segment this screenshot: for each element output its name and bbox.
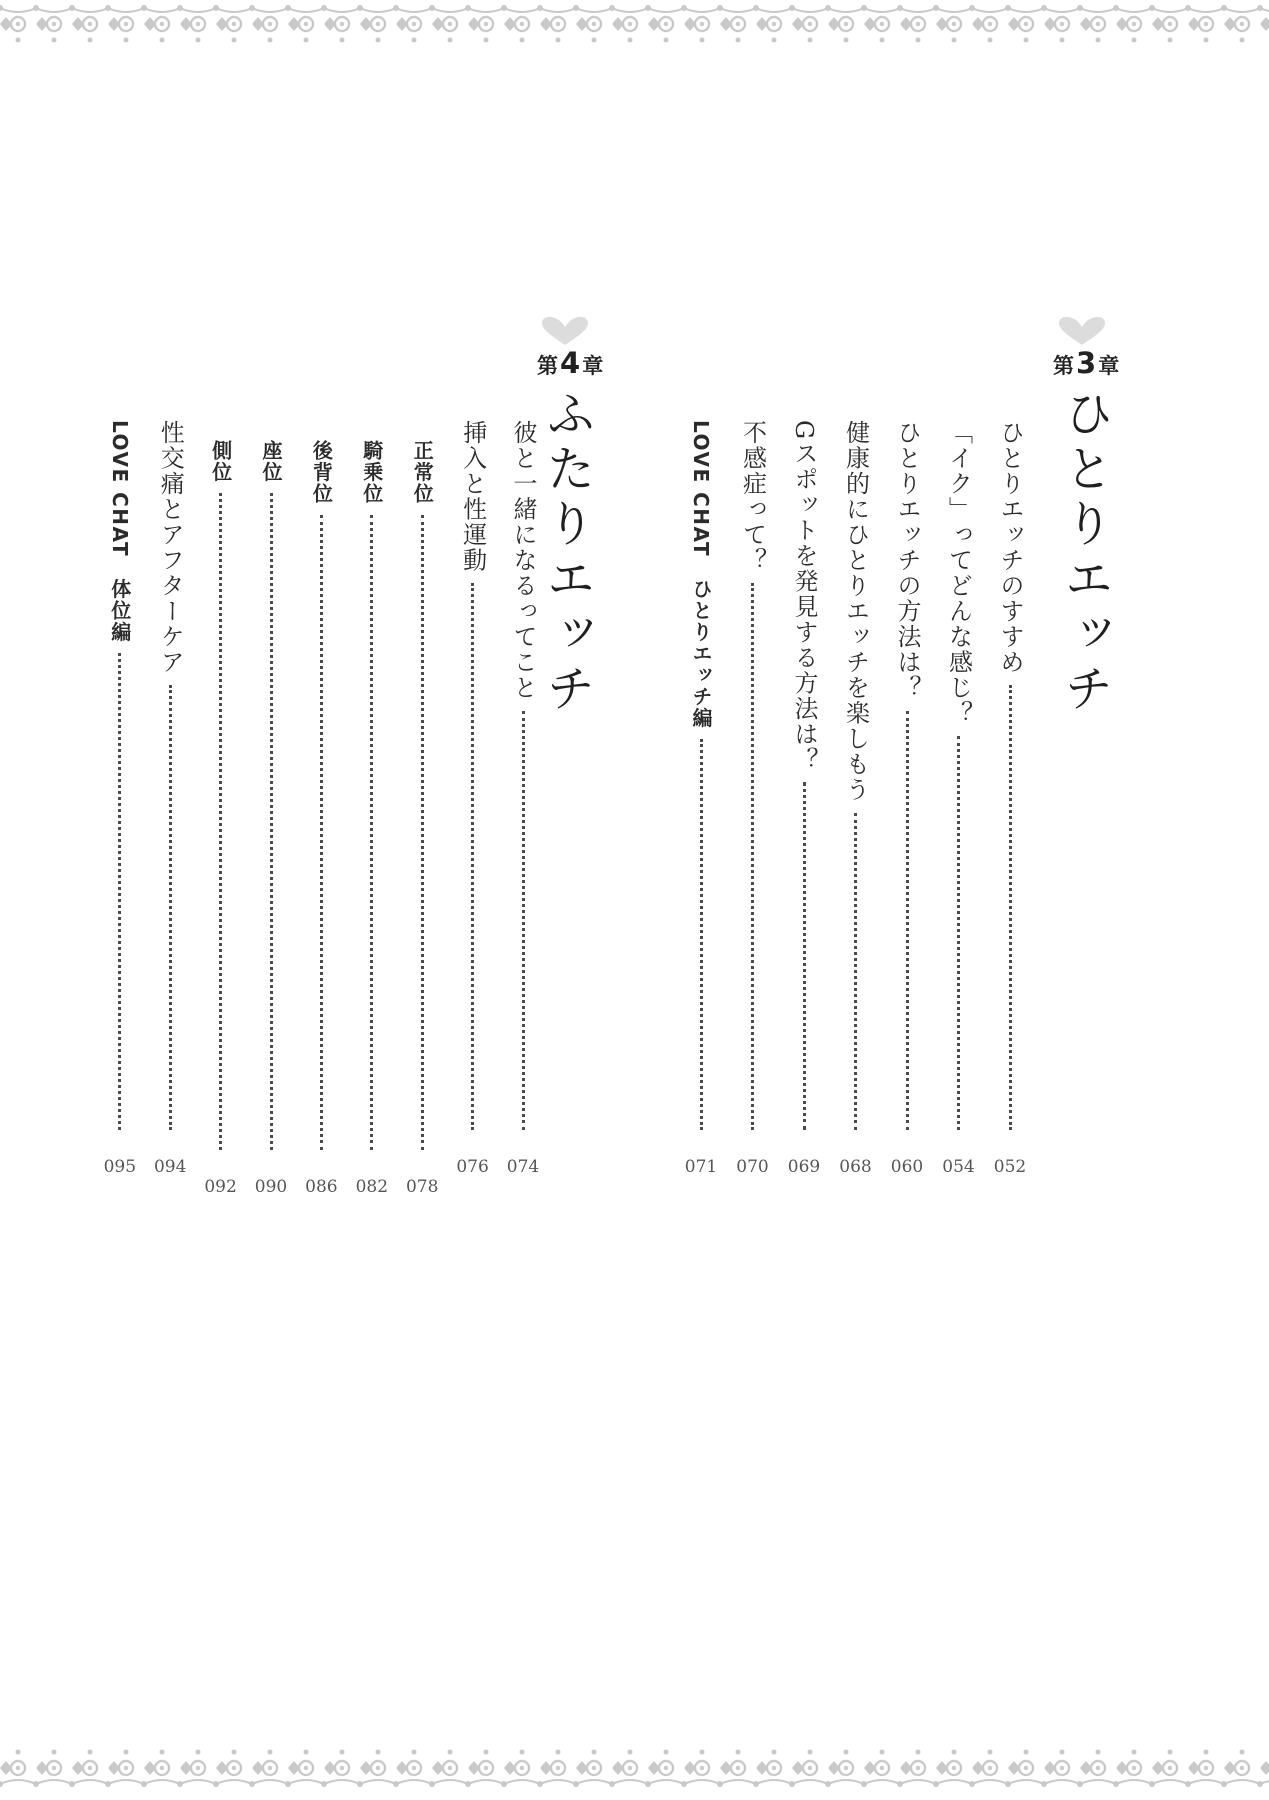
toc-entry-title: 健康的にひとりエッチを楽しもう bbox=[841, 420, 870, 803]
dot-leader bbox=[421, 515, 424, 1151]
chapter-4-section bbox=[85, 300, 645, 1200]
toc-entry[interactable] bbox=[100, 420, 140, 1180]
toc-entry-title: Gスポットを発見する方法は？ bbox=[790, 420, 818, 773]
toc-entry-title: 彼と一緒になるってこと bbox=[509, 420, 537, 701]
toc-entry-page: 092 bbox=[204, 1177, 237, 1197]
dot-leader bbox=[118, 653, 121, 1130]
toc-entry[interactable] bbox=[887, 420, 927, 1180]
heart-icon bbox=[1057, 315, 1107, 347]
toc-entry[interactable] bbox=[453, 420, 493, 1180]
chapter-number: 4 bbox=[560, 346, 581, 380]
dot-leader bbox=[522, 711, 525, 1131]
toc-entry-page: 090 bbox=[254, 1177, 288, 1197]
toc-entry[interactable] bbox=[201, 440, 241, 1200]
chapter-title: ひとりエッチ bbox=[1057, 388, 1114, 718]
toc-entry-title: 側位 bbox=[208, 440, 233, 483]
toc-entry[interactable] bbox=[503, 420, 543, 1180]
dot-leader bbox=[370, 515, 373, 1151]
toc-entry-title: 座位 bbox=[259, 440, 283, 483]
chapter-label bbox=[1053, 346, 1120, 380]
toc-entry[interactable] bbox=[251, 440, 291, 1200]
chapter-prefix: 第 bbox=[1053, 354, 1074, 378]
toc-entry-title: ひとりエッチの方法は？ bbox=[893, 420, 921, 701]
toc-entry-page: 070 bbox=[736, 1157, 769, 1177]
dot-leader bbox=[320, 515, 323, 1151]
toc-entry[interactable] bbox=[733, 420, 773, 1180]
dot-leader bbox=[700, 739, 703, 1130]
toc-entry[interactable] bbox=[150, 420, 190, 1180]
toc-entry-title: 騎乗位 bbox=[359, 440, 384, 505]
dot-leader bbox=[803, 782, 806, 1130]
dot-leader bbox=[854, 813, 857, 1131]
toc-entry-page: 094 bbox=[153, 1157, 187, 1177]
toc-entry-page: 095 bbox=[103, 1157, 137, 1177]
toc-entry-page: 054 bbox=[942, 1157, 975, 1177]
toc-entry-title: 性交痛とアフターケア bbox=[156, 420, 185, 675]
toc-entry[interactable] bbox=[939, 420, 979, 1180]
toc-entry[interactable] bbox=[990, 420, 1030, 1180]
toc-entry-page: 086 bbox=[305, 1177, 338, 1197]
toc-entry[interactable] bbox=[784, 420, 824, 1180]
toc-entry[interactable] bbox=[402, 440, 442, 1200]
toc-entry[interactable] bbox=[836, 420, 876, 1180]
dot-leader bbox=[270, 493, 273, 1150]
toc-entry-page: 074 bbox=[506, 1157, 540, 1177]
toc-entry-title: 不感症って？ bbox=[738, 420, 767, 573]
toc-entry[interactable] bbox=[301, 440, 341, 1200]
toc-entry[interactable] bbox=[681, 420, 721, 1180]
toc-entry-title: LOVE CHAT 体位編 bbox=[107, 420, 132, 644]
toc-entry-page: 082 bbox=[355, 1177, 389, 1197]
toc-entry-page: 052 bbox=[993, 1157, 1027, 1177]
chapter-number: 3 bbox=[1076, 346, 1097, 380]
lace-border-bottom bbox=[0, 1748, 1269, 1792]
toc-entry-title: 後背位 bbox=[309, 440, 334, 505]
dot-leader bbox=[471, 583, 474, 1130]
toc-entry-title: 正常位 bbox=[410, 440, 435, 505]
dot-leader bbox=[169, 685, 172, 1130]
dot-leader bbox=[906, 711, 909, 1131]
chapter-title: ふたりエッチ bbox=[539, 388, 596, 718]
chapter-label bbox=[537, 346, 604, 380]
toc-entry-page: 071 bbox=[684, 1157, 718, 1177]
dot-leader bbox=[957, 736, 960, 1130]
toc-entry-page: 068 bbox=[839, 1157, 872, 1177]
heart-icon bbox=[540, 315, 590, 347]
toc-entry-title: ひとりエッチのすすめ bbox=[996, 420, 1024, 675]
dot-leader bbox=[219, 493, 222, 1150]
toc-entry-title: 「イク」ってどんな感じ？ bbox=[944, 420, 973, 726]
dot-leader bbox=[1009, 685, 1012, 1130]
chapter-suffix: 章 bbox=[582, 354, 604, 378]
toc-entry-page: 076 bbox=[456, 1157, 489, 1177]
toc-entry-title: LOVE CHAT ひとりエッチ編 bbox=[689, 420, 713, 730]
toc-entry-page: 078 bbox=[405, 1177, 439, 1197]
lace-border-top bbox=[0, 0, 1269, 44]
toc-entry-page: 060 bbox=[890, 1157, 924, 1177]
toc-entry-title: 挿入と性運動 bbox=[458, 420, 487, 573]
toc-entry-page: 069 bbox=[787, 1157, 821, 1177]
dot-leader bbox=[751, 583, 754, 1130]
chapter-3-section bbox=[655, 300, 1125, 1200]
chapter-suffix: 章 bbox=[1098, 354, 1120, 378]
toc-entry[interactable] bbox=[352, 440, 392, 1200]
chapter-prefix: 第 bbox=[537, 354, 558, 378]
